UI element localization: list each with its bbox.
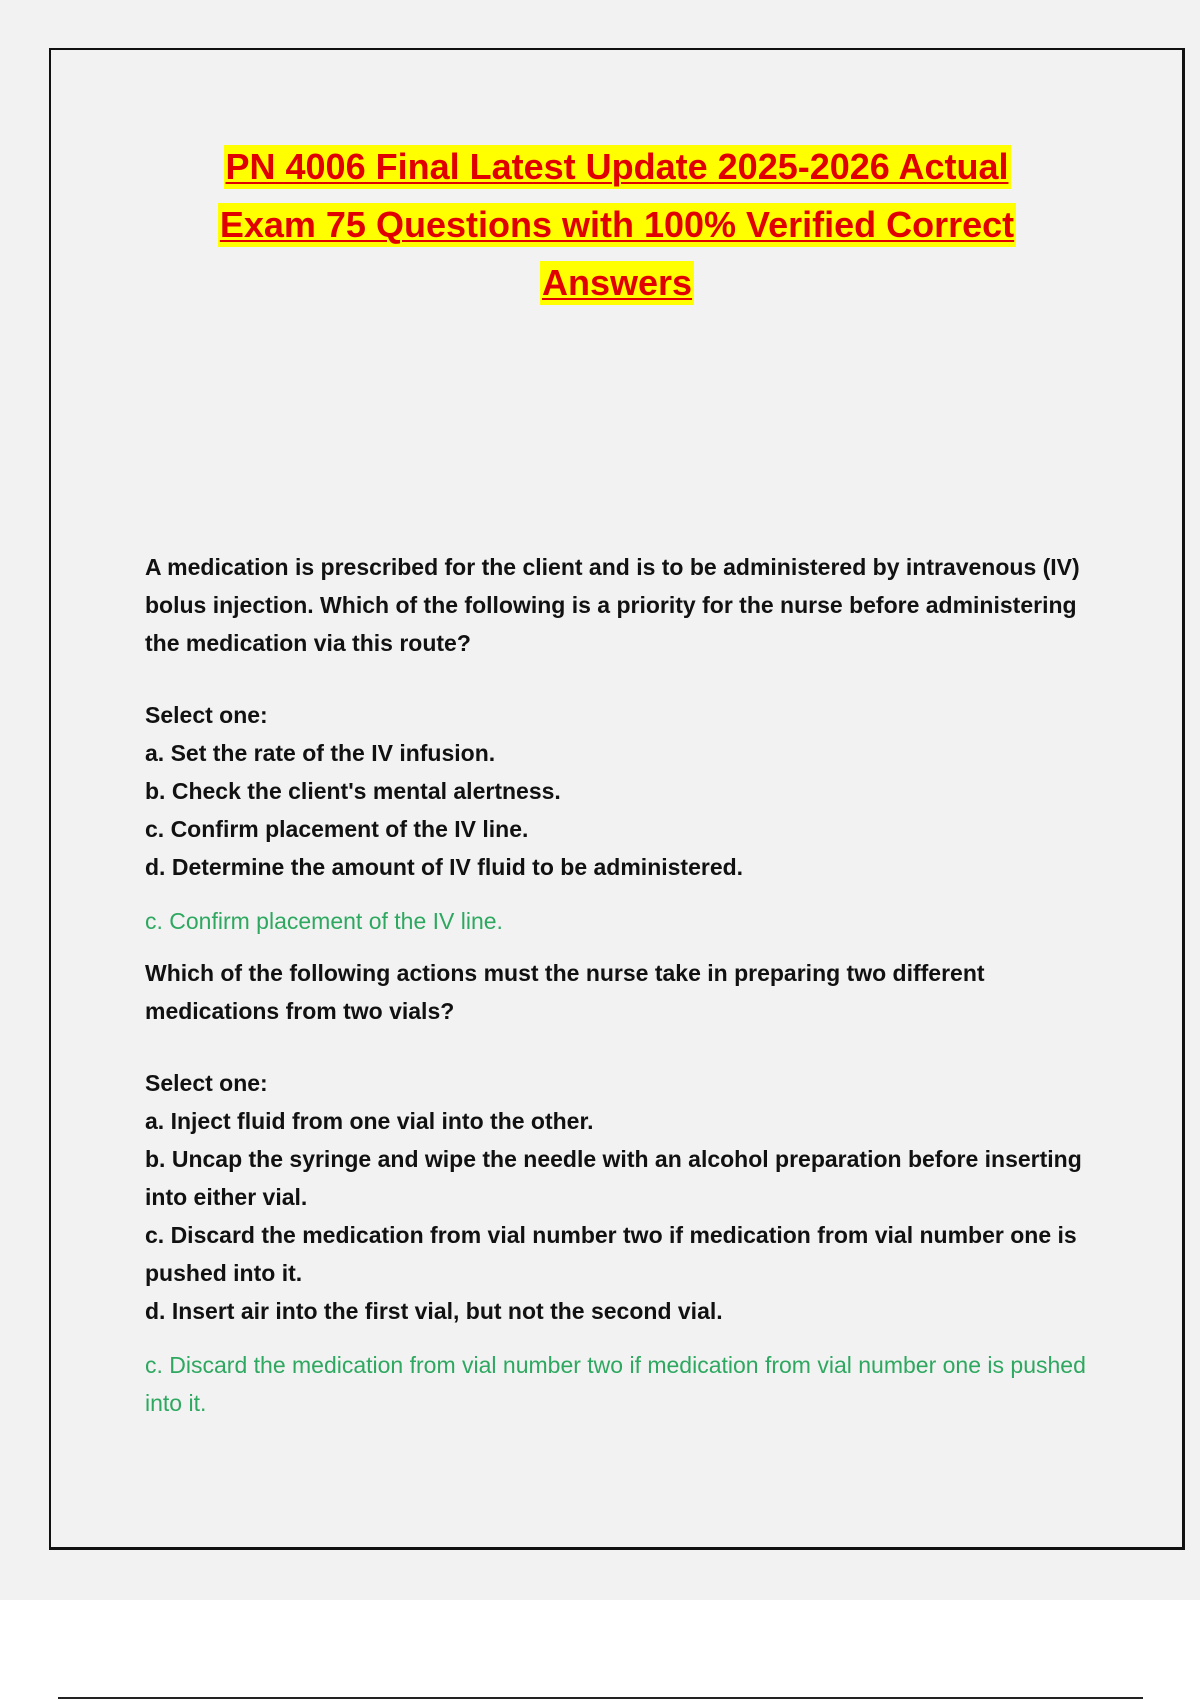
title-line-3: Answers [541, 262, 693, 303]
footer-divider [58, 1697, 1143, 1699]
option-c: c. Confirm placement of the IV line. [145, 816, 529, 842]
title-line-1: PN 4006 Final Latest Update 2025-2026 Actual [225, 146, 1009, 187]
question-block-2 [145, 954, 1095, 1422]
correct-answer: c. Confirm placement of the IV line. [145, 908, 503, 934]
option-d: d. Determine the amount of IV fluid to be administered. [145, 854, 744, 880]
select-one-label: Select one: [145, 1070, 268, 1096]
document-title [49, 145, 1185, 319]
correct-answer: c. Discard the medication from vial number two if medication from vial number one is pushed into it. [145, 1352, 1086, 1416]
question-stem: Which of the following actions must the nurse take in preparing two different medications from two vials? [145, 960, 985, 1024]
option-a: a. Set the rate of the IV infusion. [145, 740, 496, 766]
question-block-1 [145, 548, 1095, 940]
title-line-2: Exam 75 Questions with 100% Verified Correct [219, 204, 1015, 245]
select-one-label: Select one: [145, 702, 268, 728]
option-d: d. Insert air into the first vial, but not the second vial. [145, 1298, 723, 1324]
option-a: a. Inject fluid from one vial into the other. [145, 1108, 594, 1134]
option-b: b. Check the client's mental alertness. [145, 778, 561, 804]
question-stem: A medication is prescribed for the client and is to be administered by intravenous (IV) bolus injection. Which of the following is a priority for the nurse before administering the medication via this route? [145, 554, 1080, 656]
option-c: c. Discard the medication from vial number two if medication from vial number one is pushed into it. [145, 1222, 1077, 1286]
document-body [145, 548, 1095, 1436]
option-b: b. Uncap the syringe and wipe the needle with an alcohol preparation before inserting into either vial. [145, 1146, 1082, 1210]
